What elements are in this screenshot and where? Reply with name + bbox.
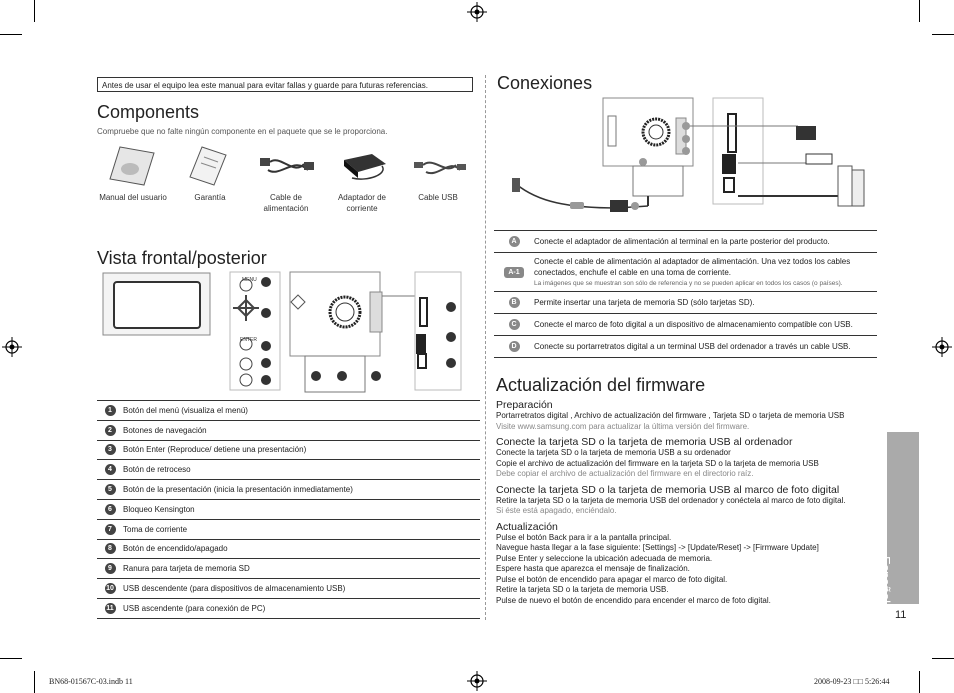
part-number-badge: 7	[105, 524, 116, 535]
firmware-note-line: Si éste está apagado, enciéndalo.	[496, 506, 617, 515]
table-row	[97, 539, 480, 559]
component-label-warranty: Garantía	[194, 193, 226, 202]
front-rear-diagram	[100, 270, 465, 395]
part-description: Botón de encendido/apagado	[123, 539, 480, 559]
firmware-note-line: Debe copiar el archivo de actualización del firmware en el directorio raíz.	[496, 469, 754, 478]
firmware-step-line: Portarretratos digital , Archivo de actualización del firmware , Tarjeta SD o tarjeta de memoria USB	[496, 411, 845, 420]
component-label-power-cable: Cable de alimentación	[263, 193, 309, 213]
table-row	[97, 480, 480, 500]
firmware-title: Actualización del firmware	[496, 375, 706, 395]
parts-table	[97, 400, 480, 619]
part-description: Toma de corriente	[123, 519, 480, 539]
component-label-usb-cable: Cable USB	[418, 193, 458, 202]
connections-table	[494, 230, 877, 358]
firmware-note-line: Visite www.samsung.com para actualizar la última versión del firmware.	[496, 421, 750, 431]
part-description: Bloqueo Kensington	[123, 499, 480, 519]
registration-mark-icon	[467, 2, 487, 22]
connections-diagram	[508, 96, 873, 214]
footer-file: BN68-01567C-03.indb 11	[49, 677, 133, 686]
connection-description: Conecte su portarretratos digital a un terminal USB del ordenador a través un cable USB.	[534, 342, 851, 351]
connection-description: Permite insertar una tarjeta de memoria SD (sólo tarjetas SD).	[534, 298, 755, 307]
connection-tag-badge: C	[509, 319, 520, 330]
part-number-badge: 10	[106, 585, 114, 593]
part-description: Ranura para tarjeta de memoria SD	[123, 559, 480, 579]
table-row	[97, 579, 480, 599]
firmware-section-heading: Preparación	[496, 399, 553, 411]
crop-mark	[34, 671, 35, 693]
warranty-image	[188, 145, 228, 187]
connection-description: Conecte el adaptador de alimentación al terminal en la parte posterior del producto.	[534, 237, 830, 246]
table-row	[97, 499, 480, 519]
part-description: Botones de navegación	[123, 420, 480, 440]
crop-mark	[919, 0, 920, 22]
table-row	[494, 292, 877, 314]
crop-mark	[0, 34, 22, 35]
table-row	[97, 401, 480, 421]
front-rear-title: Vista frontal/posterior	[97, 248, 267, 268]
power-adapter-image	[338, 150, 392, 184]
table-row	[97, 559, 480, 579]
table-row	[97, 440, 480, 460]
connection-tag-badge: A	[509, 236, 520, 247]
firmware-step-line: Pulse el botón Back para ir a la pantalla principal.	[496, 532, 672, 542]
registration-mark-icon	[2, 337, 22, 357]
components-subtitle: Compruebe que no falte ningún componente en el paquete que se le proporciona.	[97, 127, 388, 136]
part-description: Botón Enter (Reproduce/ detiene una presentación)	[123, 440, 480, 460]
firmware-section-heading: Conecte la tarjeta SD o la tarjeta de memoria USB al ordenador	[496, 436, 793, 448]
enter-diagram-label: ENTER	[240, 337, 257, 343]
connection-tag-badge: A-1	[504, 267, 524, 278]
part-number-badge: 3	[105, 444, 116, 455]
table-row	[97, 460, 480, 480]
crop-mark	[919, 671, 920, 693]
table-row	[97, 598, 480, 618]
firmware-step-line: Retire la tarjeta SD o la tarjeta de memoria USB.	[496, 585, 669, 594]
firmware-step-line: Conecte la tarjeta SD o la tarjeta de memoria USB a su ordenador	[496, 448, 731, 457]
part-number-badge: 5	[105, 484, 116, 495]
connection-tag-badge: B	[509, 297, 520, 308]
part-number-badge: 8	[105, 543, 116, 554]
column-divider	[485, 75, 486, 620]
crop-mark	[932, 34, 954, 35]
component-label-adapter: Adaptador de corriente	[337, 193, 387, 213]
language-tab	[878, 432, 919, 604]
crop-mark	[0, 658, 22, 659]
part-number-badge: 11	[106, 604, 114, 612]
registration-mark-icon	[467, 671, 487, 691]
part-description: USB descendente (para dispositivos de almacenamiento USB)	[123, 579, 480, 599]
firmware-step-line: Copie el archivo de actualización del firmware en la tarjeta SD o la tarjeta de memoria USB	[496, 458, 819, 468]
firmware-step-line: Retire la tarjeta SD o la tarjeta de memoria USB del ordenador y conéctela al marco de foto digital.	[496, 495, 846, 505]
language-tab-label: Español	[878, 556, 893, 603]
table-row	[97, 519, 480, 539]
page-number: 11	[895, 609, 907, 621]
notice-box: Antes de usar el equipo lea este manual para evitar fallas y guarde para futuras referencias.	[97, 77, 473, 92]
power-cable-image	[258, 152, 316, 180]
part-number-badge: 1	[105, 405, 116, 416]
firmware-step-line: Pulse de nuevo el botón de encendido para encender el marco de foto digital.	[496, 595, 771, 605]
table-row	[494, 231, 877, 253]
firmware-section-heading: Actualización	[496, 520, 558, 533]
firmware-section-heading: Conecte la tarjeta SD o la tarjeta de memoria USB al marco de foto digital	[496, 483, 840, 496]
crop-mark	[34, 0, 35, 22]
table-row	[494, 253, 877, 292]
firmware-steps	[496, 399, 881, 606]
firmware-step-line: Pulse Enter y seleccione la ubicación adecuada de memoria.	[496, 553, 713, 563]
crop-mark	[932, 658, 954, 659]
connection-description: Conecte el cable de alimentación al adaptador de alimentación. Una vez todos los cables conectados, enchufe el cable en una toma de corriente.	[534, 256, 851, 277]
table-row	[97, 420, 480, 440]
usb-cable-image	[412, 152, 468, 180]
table-row	[494, 314, 877, 336]
components-title: Components	[97, 102, 200, 122]
part-number-badge: 2	[105, 425, 116, 436]
registration-mark-icon	[932, 337, 952, 357]
part-number-badge: 9	[105, 563, 116, 574]
part-description: Botón del menú (visualiza el menú)	[123, 401, 480, 421]
connection-tag-badge: D	[509, 341, 520, 352]
table-row	[494, 336, 877, 358]
part-description: USB ascendente (para conexión de PC)	[123, 598, 480, 618]
user-manual-image	[108, 143, 158, 187]
firmware-step-line: Pulse el botón de encendido para apagar el marco de foto digital.	[496, 574, 728, 584]
part-number-badge: 4	[105, 464, 116, 475]
connection-description: Conecte el marco de foto digital a un dispositivo de almacenamiento compatible con USB.	[534, 320, 853, 329]
footer-timestamp: 2008-09-23 □□ 5:26:44	[814, 677, 890, 686]
firmware-step-line: Navegue hasta llegar a la fase siguiente: [Settings] -> [Update/Reset] -> [Firmware Update]	[496, 543, 819, 552]
part-number-badge: 6	[105, 504, 116, 515]
part-description: Botón de la presentación (inicia la presentación inmediatamente)	[123, 480, 480, 500]
component-label-manual: Manual del usuario	[99, 193, 167, 202]
part-description: Botón de retroceso	[123, 460, 480, 480]
menu-diagram-label: MENU	[242, 277, 257, 283]
connections-title: Conexiones	[497, 73, 593, 93]
connection-note: La imágenes que se muestran son sólo de referencia y no se pueden aplicar en todos los casos (o países).	[534, 279, 843, 287]
firmware-step-line: Espere hasta que aparezca el mensaje de finalización.	[496, 564, 690, 573]
